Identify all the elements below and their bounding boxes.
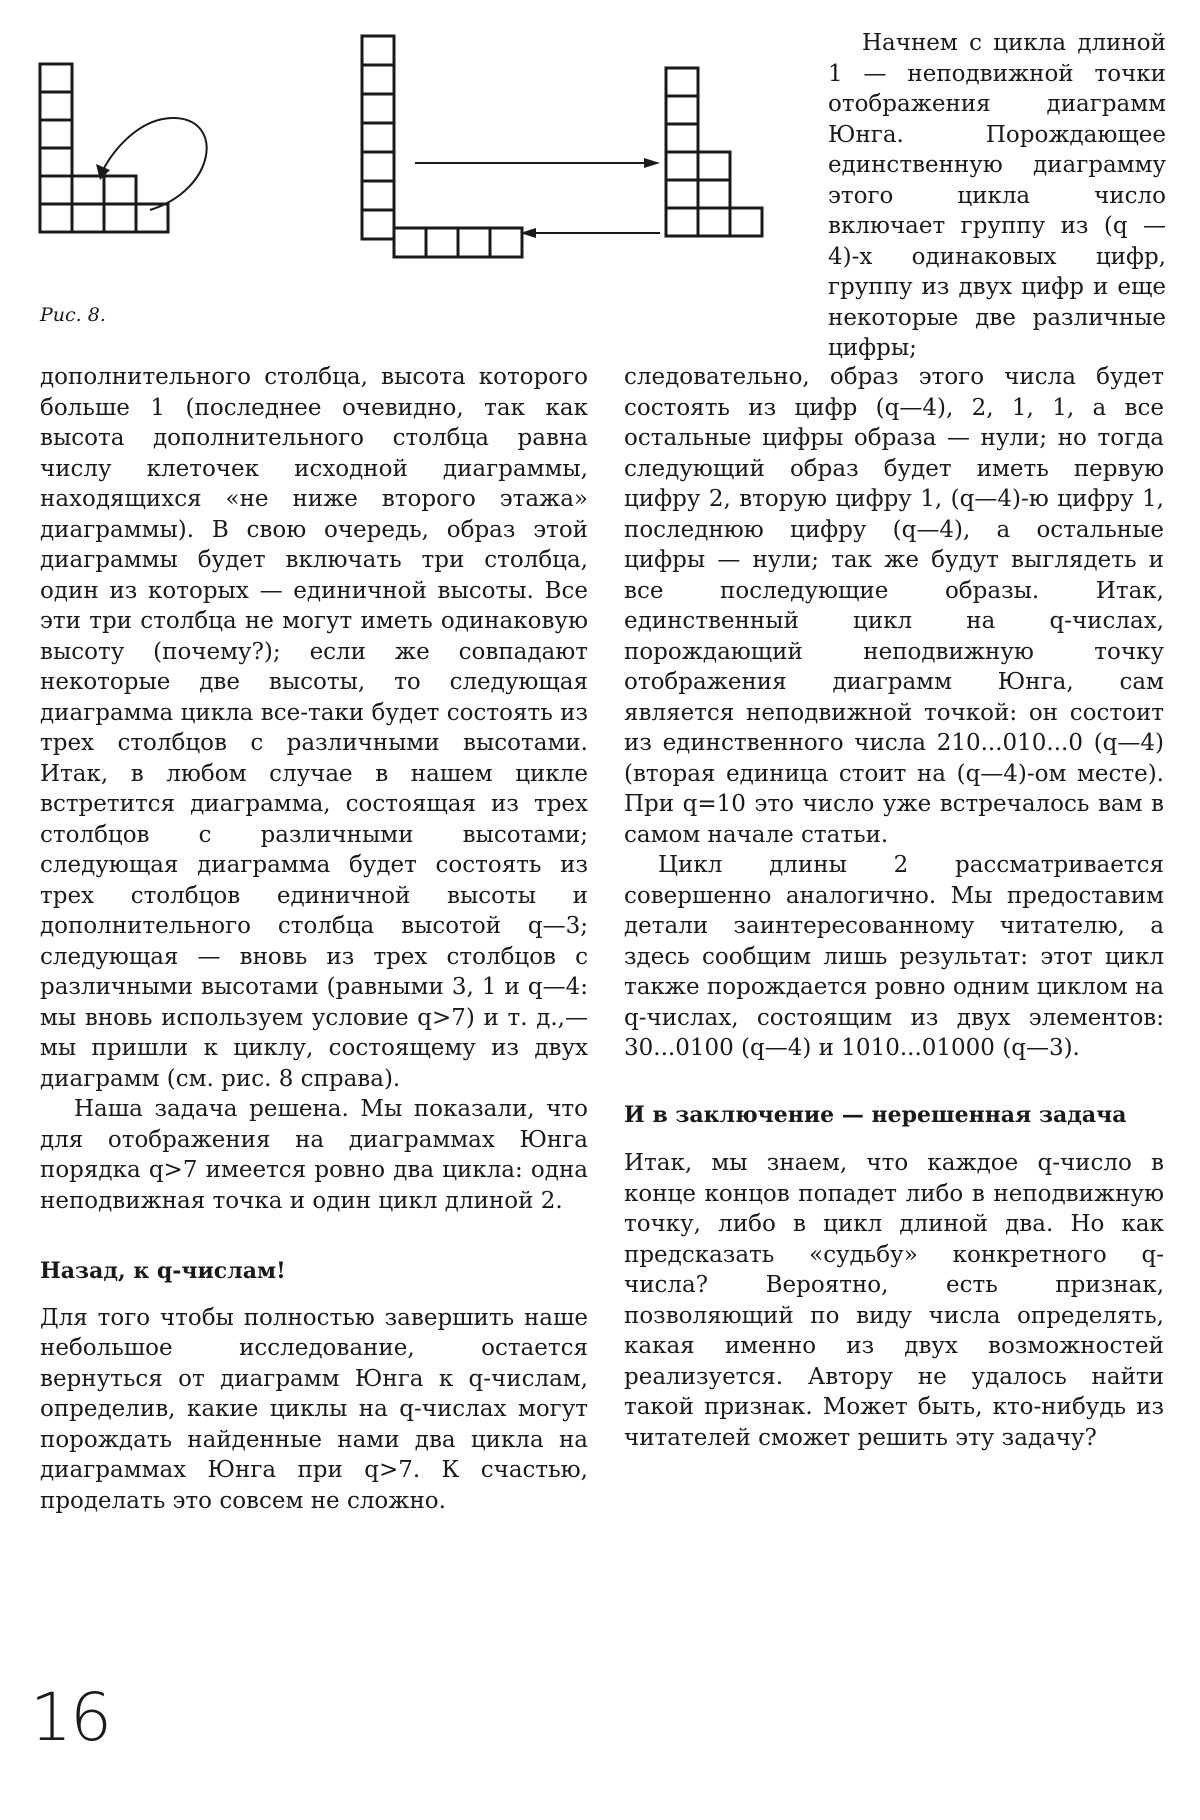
paragraph: следовательно, образ этого числа будет состоять из цифр (q—4), 2, 1, 1, а все остальные цифры образа — нули; но тогда следующий образ будет иметь первую цифру 2, вторую цифру 1, (q—4)-ю цифру 1, последнюю цифру (q—4), а остальные цифры — нули; так же будут выглядеть и все последующие образы. Итак, единственный цикл на q-числах, порождающий неподвижную точку отображения диаграмм Юнга, сам является неподвижной точкой: он состоит из единственного числа 210...010...0 (q—4) (вторая единица стоит на (q—4)-ом месте). При q=10 это число уже встречалось вам в самом начале статьи. [624,364,1164,848]
right-column [624,362,1164,1453]
cycle-diagram-b [666,68,762,236]
paragraph: Цикл длины 2 рассматривается совершенно аналогично. Мы предоставим детали заинтересованному читателю, а здесь сообщим лишь результат: этот цикл также порождается ровно одним циклом на q-числах, состоящим из двух элементов: 30...0100 (q—4) и 1010...01000 (q—3). [624,852,1164,1061]
fixed-point-diagram [40,64,207,232]
page-number: 16 [30,1679,110,1756]
paragraph: Итак, мы знаем, что каждое q-число в конце концов попадет либо в неподвижную точку, либо в цикл длиной два. Но как предсказать «судьбу» конкретного q-числа? Вероятно, есть признак, позволяющий по виду числа определять, какая именно из двух возможностей реализуется. Автору не удалось найти такой признак. Может быть, кто-нибудь из читателей сможет решить эту задачу? [624,1150,1164,1451]
cycle-diagram-a [362,36,522,257]
paragraph: Для того чтобы полностью завершить наше небольшое исследование, остается вернуться от диаграмм Юнга к q-числам, определив, какие циклы на q-числах могут порождать найденные нами два цикла на диаграммах Юнга при q>7. К счастью, проделать это совсем не сложно. [40,1304,588,1514]
paragraph: дополнительного столбца, высота которого больше 1 (последнее очевидно, так как высота дополнительного столбца равна числу клеточек исходной диаграммы, находящихся «не ниже второго этажа» диаграммы). В свою очередь, образ этой диаграммы будет включать три столбца, один из которых — единичной высоты. Все эти три столбца не могут иметь одинаковую высоту (почему?); если же совпадают некоторые две высоты, то следующая диаграмма цикла все-таки будет состоять из трех столбцов с различными высотами. Итак, в любом случае в нашем цикле встретится диаграмма, состоящая из трех столбцов с различными высотами; следующая диаграмма будет состоять из трех столбцов единичной высоты и дополнительного столбца высотой q—3; следующая — вновь из трех столбцов с различными высотами (равными 3, 1 и q—4: мы вновь используем условие q>7) и т. д.,— мы пришли к циклу, состоящему из двух диаграмм (см. рис. 8 справа). [40,364,588,1092]
section-heading: И в заключение — нерешенная задача [624,1101,1127,1128]
paragraph: Наша задача решена. Мы показали, что для отображения на диаграммах Юнга порядка q>7 имеется ровно два цикла: одна неподвижная точка и один цикл длиной 2. [40,1096,588,1214]
section-heading: Назад, к q-числам! [40,1258,286,1284]
young-diagrams-figure [0,0,800,300]
figure-caption: Рис. 8. [40,304,106,326]
left-column [40,362,588,1516]
paragraph: Начнем с цикла длиной 1 — неподвижной точки отображения диаграмм Юнга. Порождающее единственную диаграмму этого цикла число включает группу из (q — 4)-х одинаковых цифр, группу из двух цифр и еще некоторые две различные цифры; [828,30,1166,361]
right-intro-text [828,28,1166,364]
